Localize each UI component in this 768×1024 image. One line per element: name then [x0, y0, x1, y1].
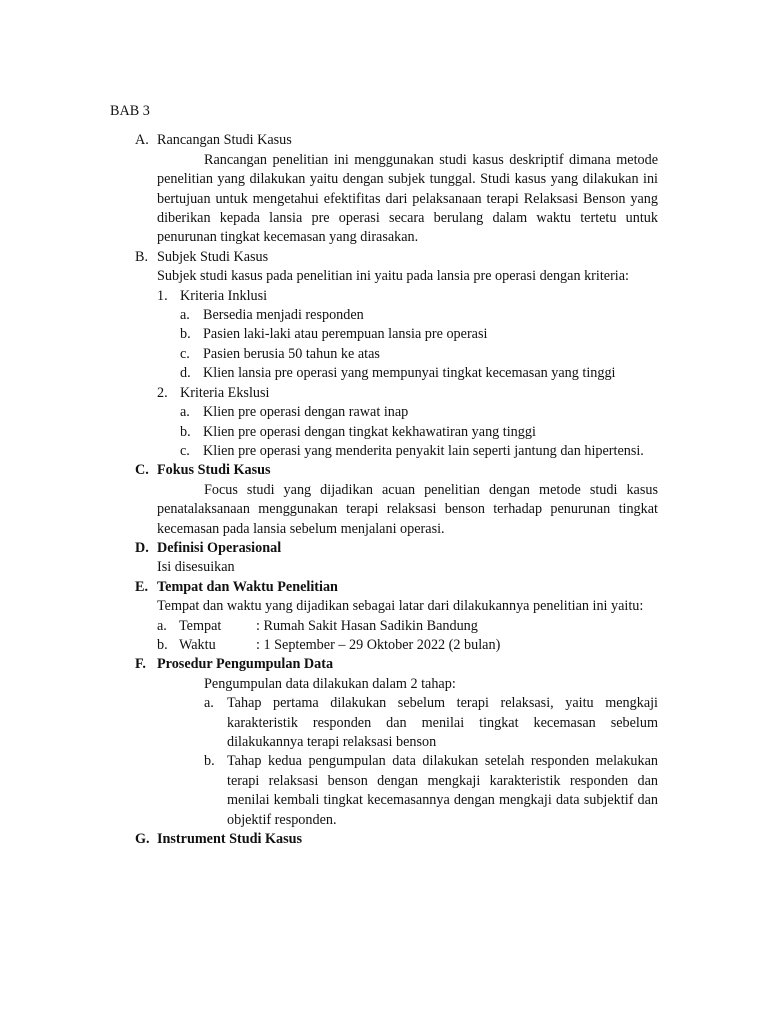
time-row-marker: b.: [157, 636, 168, 653]
list-item: [180, 442, 658, 461]
place-row-value: : Rumah Sakit Hasan Sadikin Bandung: [256, 617, 478, 634]
section-e-intro: Tempat dan waktu yang dijadikan sebagai latar dari dilakukannya penelitian ini yaitu:: [157, 598, 644, 615]
list-item: [204, 752, 658, 830]
section-d-marker: D.: [135, 539, 149, 556]
list-item-text: Tahap kedua pengumpulan data dilakukan setelah responden melakukan terapi relaksasi benson dengan mengkaji karakteristik responden dan menilai kembali tingkat kecemasannya dengan mengkaji data subjektif dan objektif responden.: [227, 753, 658, 828]
list-item-marker: a.: [180, 307, 190, 324]
list-item-text: Klien pre operasi dengan tingkat kekhawatiran yang tinggi: [203, 423, 536, 440]
section-a-title: Rancangan Studi Kasus: [157, 132, 292, 149]
list-item: [180, 325, 658, 344]
section-c-title: Fokus Studi Kasus: [157, 462, 271, 479]
section-e: [110, 578, 658, 656]
section-c-body: Focus studi yang dijadikan acuan penelitian dengan metode studi kasus penatalaksanaan menggunakan terapi relaksasi benson terhadap penurunan tingkat kecemasan pada lansia sebelum menjalani operasi.: [157, 481, 658, 537]
list-item-marker: b.: [204, 753, 215, 770]
list-item-marker: c.: [180, 442, 190, 459]
criteria-exclusion: [157, 384, 658, 462]
list-item-marker: a.: [180, 404, 190, 421]
section-d: [110, 539, 658, 578]
section-d-body: Isi disesuikan: [157, 559, 235, 576]
time-row: [157, 636, 658, 655]
section-g-title: Instrument Studi Kasus: [157, 831, 303, 848]
section-c: [110, 461, 658, 539]
section-a: [110, 131, 658, 247]
list-item-text: Pasien laki-laki atau perempuan lansia pre operasi: [203, 326, 488, 343]
section-f-intro: Pengumpulan data dilakukan dalam 2 tahap:: [204, 675, 456, 692]
section-f: [110, 655, 658, 830]
section-f-title: Prosedur Pengumpulan Data: [157, 656, 334, 673]
place-row-marker: a.: [157, 617, 167, 634]
list-item-marker: b.: [180, 423, 191, 440]
section-f-marker: F.: [135, 656, 146, 673]
section-e-marker: E.: [135, 578, 149, 595]
list-item-text: Bersedia menjadi responden: [203, 307, 364, 324]
list-item-text: Klien pre operasi dengan rawat inap: [203, 404, 409, 421]
criteria-exclusion-title: Kriteria Ekslusi: [180, 384, 270, 401]
list-item: [180, 403, 658, 422]
section-b-marker: B.: [135, 248, 149, 265]
section-c-marker: C.: [135, 462, 149, 479]
list-item-marker: a.: [204, 695, 214, 712]
section-f-content: [157, 675, 658, 830]
chapter-heading: BAB 3: [110, 103, 150, 119]
criteria-inclusion: [157, 287, 658, 384]
section-a-marker: A.: [135, 132, 149, 149]
list-item: [180, 364, 658, 383]
section-b-intro: Subjek studi kasus pada penelitian ini yaitu pada lansia pre operasi dengan kriteria:: [157, 268, 629, 285]
criteria-exclusion-marker: 2.: [157, 384, 168, 401]
section-g-marker: G.: [135, 831, 150, 848]
time-row-key: Waktu: [179, 636, 216, 653]
list-item-text: Klien pre operasi yang menderita penyakit lain seperti jantung dan hipertensi.: [203, 442, 644, 459]
list-item-text: Klien lansia pre operasi yang mempunyai tingkat kecemasan yang tinggi: [203, 365, 616, 382]
section-a-body: Rancangan penelitian ini menggunakan studi kasus deskriptif dimana metode penelitian yang dilakukan yaitu dengan subjek tunggal. Studi kasus yang dilakukan ini bertujuan untuk mengetahui efektifitas dari pelaksanaan terapi Relaksasi Benson yang diberikan kepada lansia pre operasi secara berulang dalam waktu tertetu untuk penurunan tingkat kecemasan yang dirasakan.: [157, 151, 658, 246]
time-row-value: : 1 September – 29 Oktober 2022 (2 bulan): [256, 636, 501, 653]
list-item-marker: b.: [180, 326, 191, 343]
criteria-inclusion-title: Kriteria Inklusi: [180, 287, 268, 304]
document-content: [110, 102, 658, 849]
criteria-inclusion-marker: 1.: [157, 287, 168, 304]
section-b: [110, 248, 658, 461]
section-e-title: Tempat dan Waktu Penelitian: [157, 578, 338, 595]
list-item-text: Pasien berusia 50 tahun ke atas: [203, 345, 380, 362]
section-b-title: Subjek Studi Kasus: [157, 248, 269, 265]
list-item: [180, 306, 658, 325]
list-item: [180, 423, 658, 442]
list-item-marker: c.: [180, 345, 190, 362]
place-row: [157, 617, 658, 636]
list-item: [180, 345, 658, 364]
list-item: [204, 694, 658, 752]
list-item-marker: d.: [180, 365, 191, 382]
place-row-key: Tempat: [179, 617, 222, 634]
section-g: [110, 830, 658, 849]
list-item-text: Tahap pertama dilakukan sebelum terapi relaksasi, yaitu mengkaji karakteristik responden dan menilai tingkat kecemasan sebelum dilakukannya terapi relaksasi benson: [227, 695, 658, 750]
section-d-title: Definisi Operasional: [157, 539, 282, 556]
